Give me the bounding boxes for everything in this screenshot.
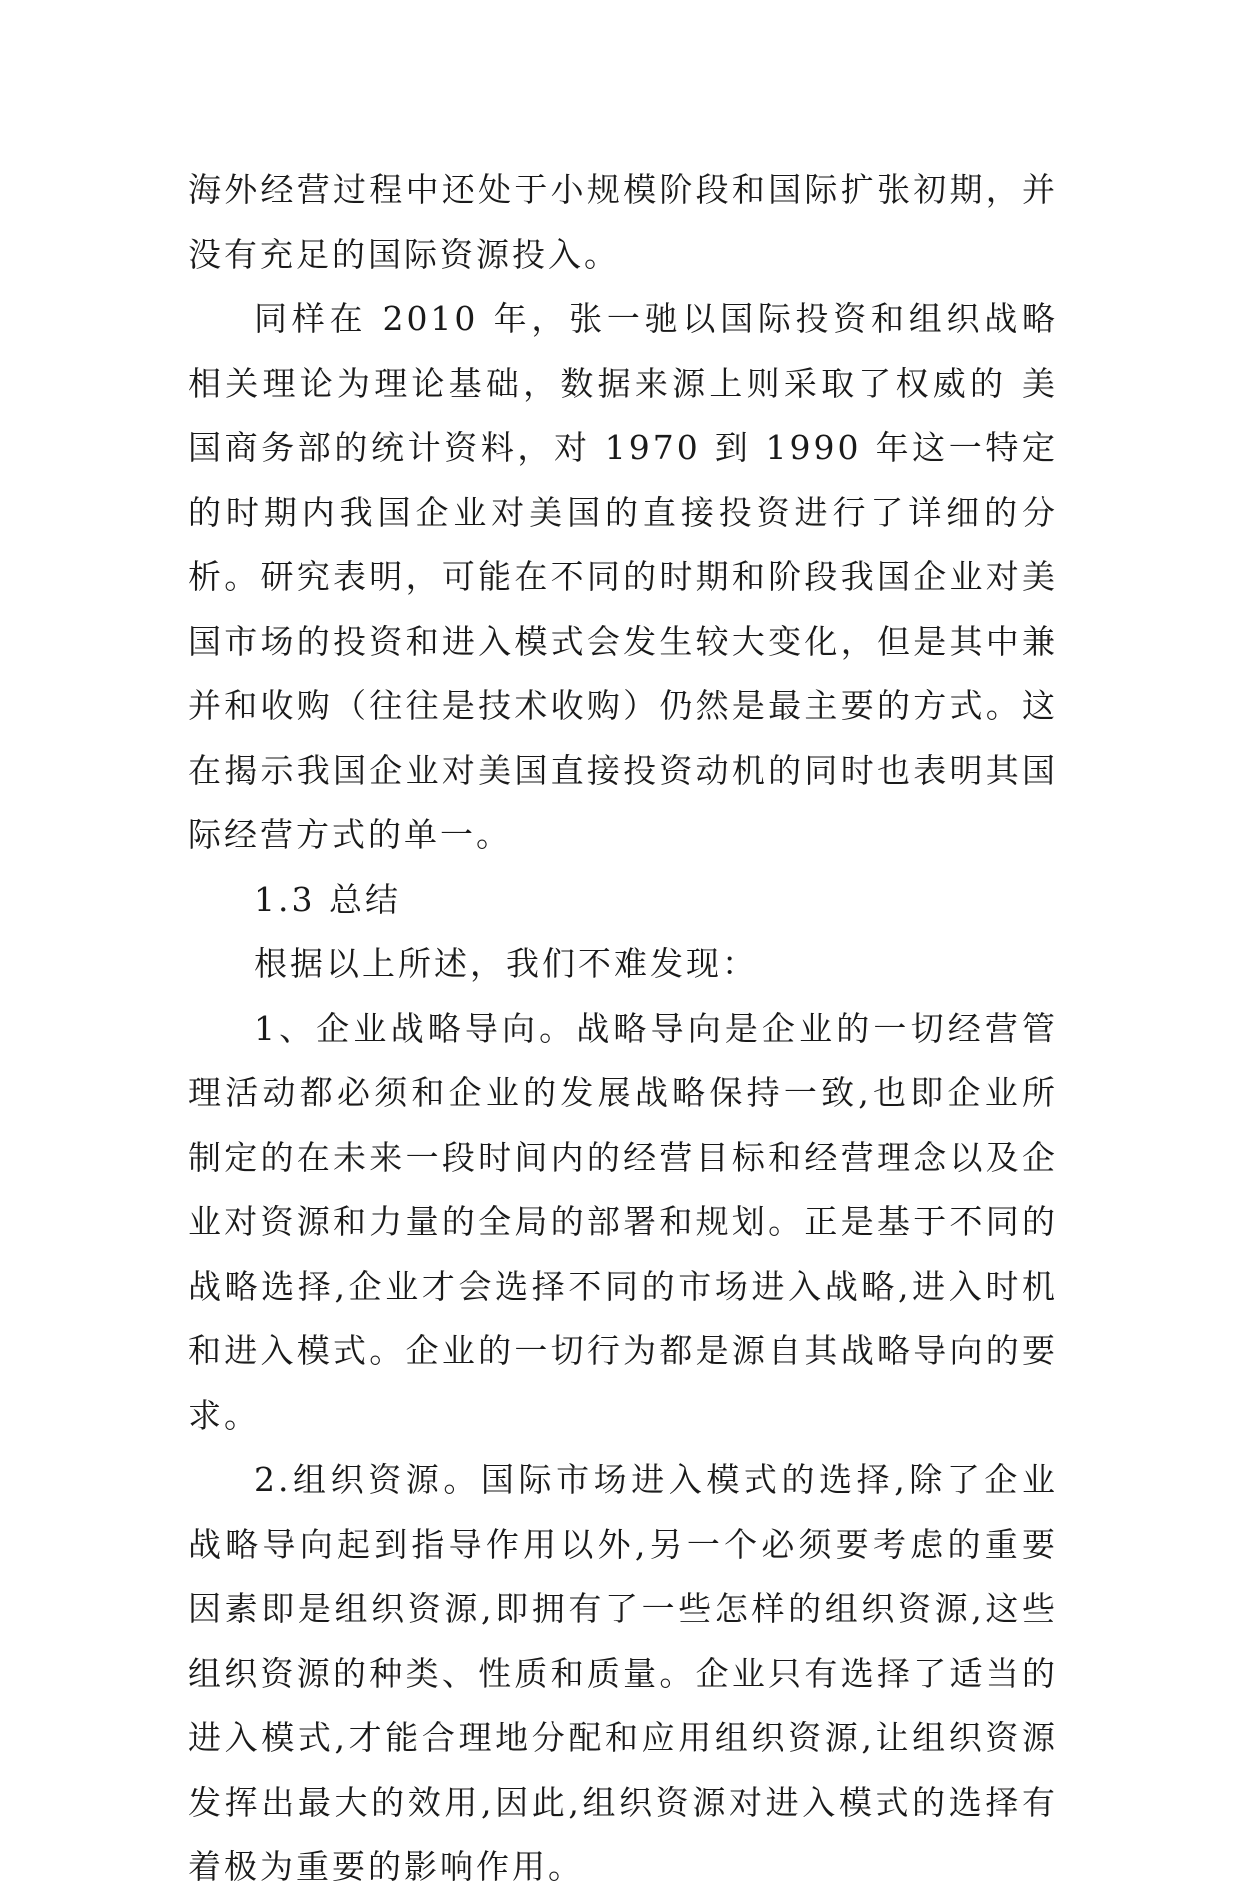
paragraph-summary-intro: 根据以上所述，我们不难发现： bbox=[254, 944, 758, 983]
paragraph-strategic-orientation: 1、企业战略导向。战略导向是企业的一切经营管理活动都必须和企业的发展战略保持一致,也即企业所制定的在未来一段时间内的经营目标和经营理念以及企业对资源和力量的全局的部署和规划。正是基于不同的战略选择,企业才会选择不同的市场进入战略,进入时机和进入模式。企业的一切行为都是源自其战略导向的要求。 bbox=[188, 1008, 1058, 1435]
document-body bbox=[188, 158, 1058, 1900]
paragraph-continuation: 海外经营过程中还处于小规模阶段和国际扩张初期，并没有充足的国际资源投入。 bbox=[188, 170, 1058, 274]
paragraph-zhang-yichi-study: 同样在 2010 年，张一驰以国际投资和组织战略相关理论为理论基础，数据来源上则采取了权威的 美国商务部的统计资料，对 1970 到 1990 年这一特定的时期内我国企业对美国的直接投资进行了详细的分析。研究表明，可能在不同的时期和阶段我国企业对美国市场的投资和进入模式会发生较大变化，但是其中兼并和收购（往往是技术收购）仍然是最主要的方式。这在揭示我国企业对美国直接投资动机的同时也表明其国际经营方式的单一。 bbox=[188, 299, 1058, 854]
paragraph-organizational-resources: 2.组织资源。国际市场进入模式的选择,除了企业战略导向起到指导作用以外,另一个必须要考虑的重要因素即是组织资源,即拥有了一些怎样的组织资源,这些组织资源的种类、性质和质量。企业只有选择了适当的进入模式,才能合理地分配和应用组织资源,让组织资源发挥出最大的效用,因此,组织资源对进入模式的选择有着极为重要的影响作用。 bbox=[188, 1460, 1058, 1886]
section-heading-summary: 1.3 总结 bbox=[254, 879, 401, 919]
